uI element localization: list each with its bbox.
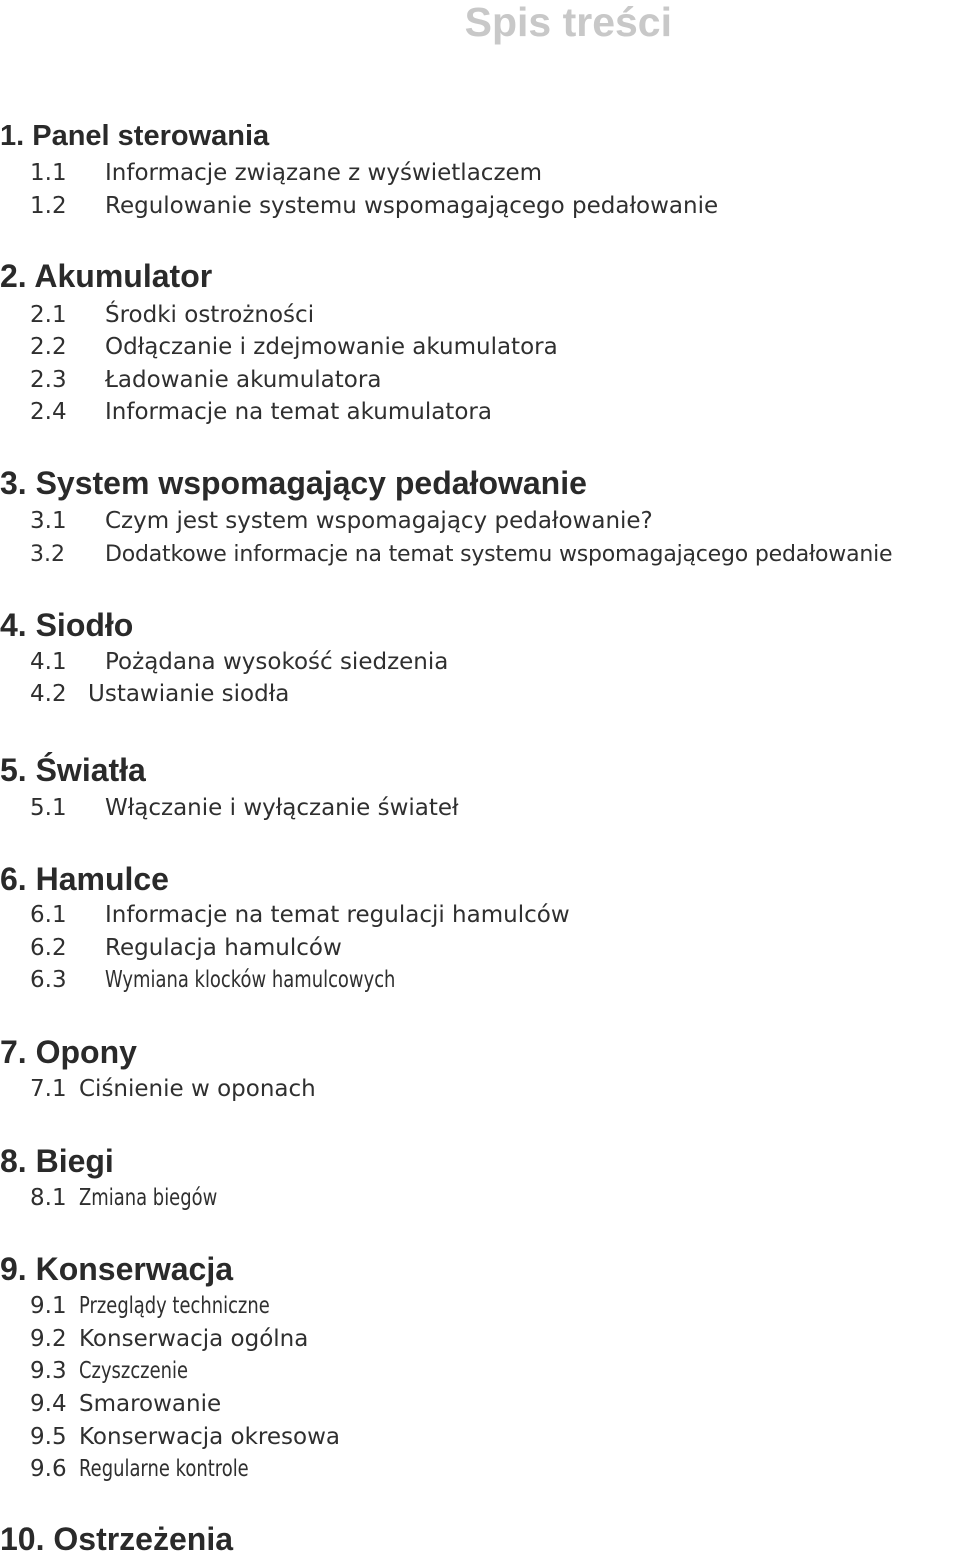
toc-item-2-1 [30,301,314,329]
item-number: 6.2 [30,935,67,961]
item-text: Konserwacja ogólna [79,1326,309,1352]
item-number: 8.1 [30,1185,67,1211]
item-text: Informacje na temat regulacji hamulców [105,902,570,928]
toc-item-9-2 [30,1325,308,1353]
item-number: 3.2 [30,542,65,567]
item-number: 5.1 [30,795,67,821]
item-text: Regularne kontrole [79,1456,249,1482]
toc-item-3-2 [30,541,892,569]
item-number: 9.3 [30,1358,67,1384]
toc-item-8-1 [30,1184,256,1212]
item-text: Regulowanie systemu wspomagającego pedałowanie [105,193,719,219]
section-heading-3: 3. System wspomagający pedałowanie [0,465,587,501]
toc-item-5-1 [30,794,459,822]
item-number: 9.1 [30,1293,67,1319]
item-number: 6.1 [30,902,67,928]
toc-item-9-6 [30,1455,297,1483]
toc-item-6-3 [30,966,477,994]
item-text: Ustawianie siodła [88,681,290,707]
item-number: 3.1 [30,508,67,534]
item-number: 9.6 [30,1456,67,1482]
toc-item-9-5 [30,1423,340,1451]
toc-item-4-2 [30,680,289,708]
item-number: 2.3 [30,367,67,393]
section-heading-4: 4. Siodło [0,607,134,643]
item-text: Smarowanie [79,1391,222,1417]
item-text: Ciśnienie w oponach [79,1076,316,1102]
item-text: Informacje związane z wyświetlaczem [105,160,543,186]
toc-item-7-1 [30,1075,316,1103]
item-text: Odłączanie i zdejmowanie akumulatora [105,334,558,360]
item-text: Dodatkowe informacje na temat systemu wspomagającego pedałowanie [105,542,893,567]
section-heading-1: 1. Panel sterowania [0,120,270,152]
item-text: Wymiana klocków hamulcowych [105,967,396,993]
toc-item-1-1 [30,159,542,187]
section-heading-6: 6. Hamulce [0,861,169,897]
toc-item-9-1 [30,1292,324,1320]
page-title: Spis treści [464,0,672,45]
section-heading-7: 7. Opony [0,1034,137,1070]
item-text: Informacje na temat akumulatora [105,399,492,425]
item-text: Zmiana biegów [79,1185,218,1211]
item-number: 1.1 [30,160,67,186]
toc-item-2-4 [30,398,492,426]
item-text: Konserwacja okresowa [79,1424,340,1450]
toc-item-9-4 [30,1390,221,1418]
toc-item-1-2 [30,192,718,220]
section-heading-8: 8. Biegi [0,1143,114,1179]
section-heading-2: 2. Akumulator [0,258,213,294]
item-number: 2.2 [30,334,67,360]
item-number: 2.4 [30,399,67,425]
toc-item-4-1 [30,648,448,676]
item-text: Regulacja hamulców [105,935,342,961]
item-text: Czyszczenie [79,1358,189,1384]
item-number: 2.1 [30,302,67,328]
item-number: 9.2 [30,1326,67,1352]
item-number: 7.1 [30,1076,67,1102]
toc-item-2-3 [30,366,381,394]
toc-item-9-3 [30,1357,219,1385]
toc-item-3-1 [30,507,653,535]
item-text: Włączanie i wyłączanie świateł [105,795,459,821]
toc-item-2-2 [30,333,558,361]
item-text: Pożądana wysokość siedzenia [105,649,449,675]
toc-item-6-2 [30,934,342,962]
item-number: 6.3 [30,967,67,993]
item-text: Czym jest system wspomagający pedałowanie? [105,508,653,534]
item-text: Przeglądy techniczne [79,1293,270,1319]
section-heading-9: 9. Konserwacja [0,1251,233,1287]
toc-item-6-1 [30,901,570,929]
item-number: 9.5 [30,1424,67,1450]
item-number: 1.2 [30,193,67,219]
item-number: 4.2 [30,681,67,707]
item-text: Ładowanie akumulatora [105,367,382,393]
section-heading-5: 5. Światła [0,752,146,788]
item-number: 9.4 [30,1391,67,1417]
section-heading-10: 10. Ostrzeżenia [0,1521,233,1557]
item-number: 4.1 [30,649,67,675]
item-text: Środki ostrożności [105,302,315,328]
